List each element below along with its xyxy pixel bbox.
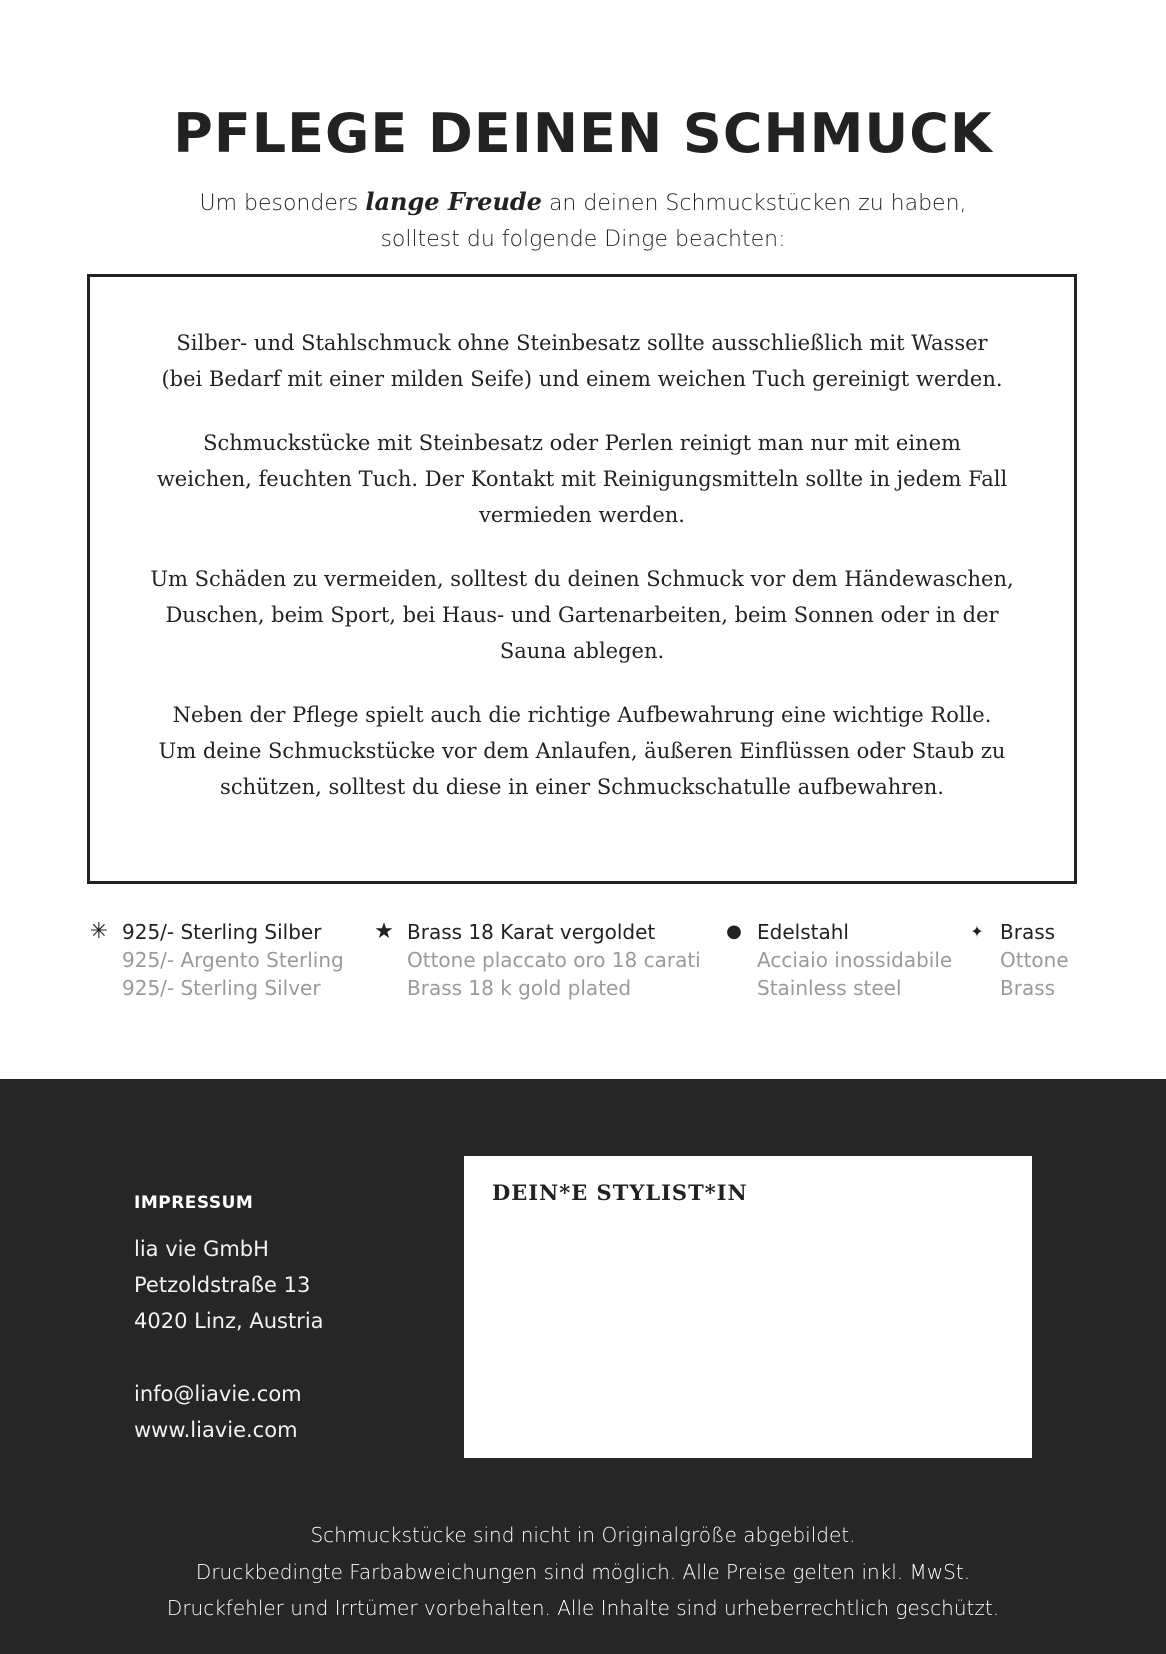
stylist-stamp-box [464,1156,1032,1458]
material-name-en: Stainless steel [757,976,902,1000]
material-name-de: Brass 18 Karat vergoldet [407,920,656,944]
disclaimer-line: Schmuckstücke sind nicht in Originalgröße abgebildet. [310,1523,856,1547]
care-line: vermieden werden. [479,503,685,527]
street-address: Petzoldstraße 13 [134,1273,311,1297]
four-point-star-icon: ✦ [970,922,984,941]
material-name-it: Ottone [1000,948,1069,972]
care-line: Um deine Schmuckstücke vor dem Anlaufen, äußeren Einflüssen oder Staub zu [158,739,1006,763]
care-line: schützen, solltest du diese in einer Schmuckschatulle aufbewahren. [220,775,944,799]
footer [0,1079,1166,1654]
intro-line-1 [0,184,1166,222]
care-line: Sauna ablegen. [499,639,665,663]
care-paragraph-stones [120,425,1044,533]
impressum-heading: IMPRESSUM [134,1193,254,1213]
intro-suffix: an deinen Schmuckstücken zu haben, [541,191,967,216]
material-name-de: 925/- Sterling Silber [122,920,322,944]
company-name: lia vie GmbH [134,1237,269,1261]
materials-legend [0,918,1166,1008]
dot-icon: ● [726,921,742,942]
material-name-en: Brass 18 k gold plated [407,976,632,1000]
care-line: weichen, feuchten Tuch. Der Kontakt mit Reinigungsmitteln sollte in jedem Fall [156,467,1008,491]
website-link[interactable]: www.liavie.com [134,1418,298,1442]
care-paragraph-damage [120,561,1044,669]
care-line: (bei Bedarf mit einer milden Seife) und einem weichen Tuch gereinigt werden. [161,367,1003,391]
intro-accent: lange Freude [365,187,542,216]
material-name-en: Brass [1000,976,1056,1000]
intro-line-2: solltest du folgende Dinge beachten: [380,227,786,252]
material-name-en: 925/- Sterling Silver [122,976,321,1000]
material-name-it: Acciaio inossidabile [757,948,953,972]
email-link[interactable]: info@liavie.com [134,1382,302,1406]
star-icon: ★ [374,919,394,944]
sparkle-icon: ✳ [89,919,109,944]
material-name-de: Edelstahl [757,920,849,944]
disclaimer-line: Druckbedingte Farbabweichungen sind möglich. Alle Preise gelten inkl. MwSt. [195,1560,971,1584]
page-title: PFLEGE DEINEN SCHMUCK [173,102,993,165]
care-line: Duschen, beim Sport, bei Haus- und Gartenarbeiten, beim Sonnen oder in der [165,603,999,627]
material-name-it: 925/- Argento Sterling [122,948,344,972]
care-line: Um Schäden zu vermeiden, solltest du deinen Schmuck vor dem Händewaschen, [150,567,1014,591]
material-name-de: Brass [1000,920,1056,944]
care-line: Neben der Pflege spielt auch die richtige Aufbewahrung eine wichtige Rolle. [172,703,992,727]
care-paragraph-cleaning [120,325,1044,397]
care-line: Silber- und Stahlschmuck ohne Steinbesatz sollte ausschließlich mit Wasser [176,331,988,355]
intro-text [0,184,1166,258]
care-line: Schmuckstücke mit Steinbesatz oder Perlen reinigt man nur mit einem [203,431,961,455]
intro-prefix: Um besonders [199,191,366,216]
material-name-it: Ottone placcato oro 18 carati [407,948,701,972]
stylist-label: DEIN*E STYLIST*IN [492,1180,748,1205]
care-instructions-box [87,274,1077,884]
care-paragraph-storage [120,697,1044,805]
city-address: 4020 Linz, Austria [134,1309,324,1333]
disclaimer-line: Druckfehler und Irrtümer vorbehalten. Alle Inhalte sind urheberrechtlich geschützt. [166,1596,1000,1620]
